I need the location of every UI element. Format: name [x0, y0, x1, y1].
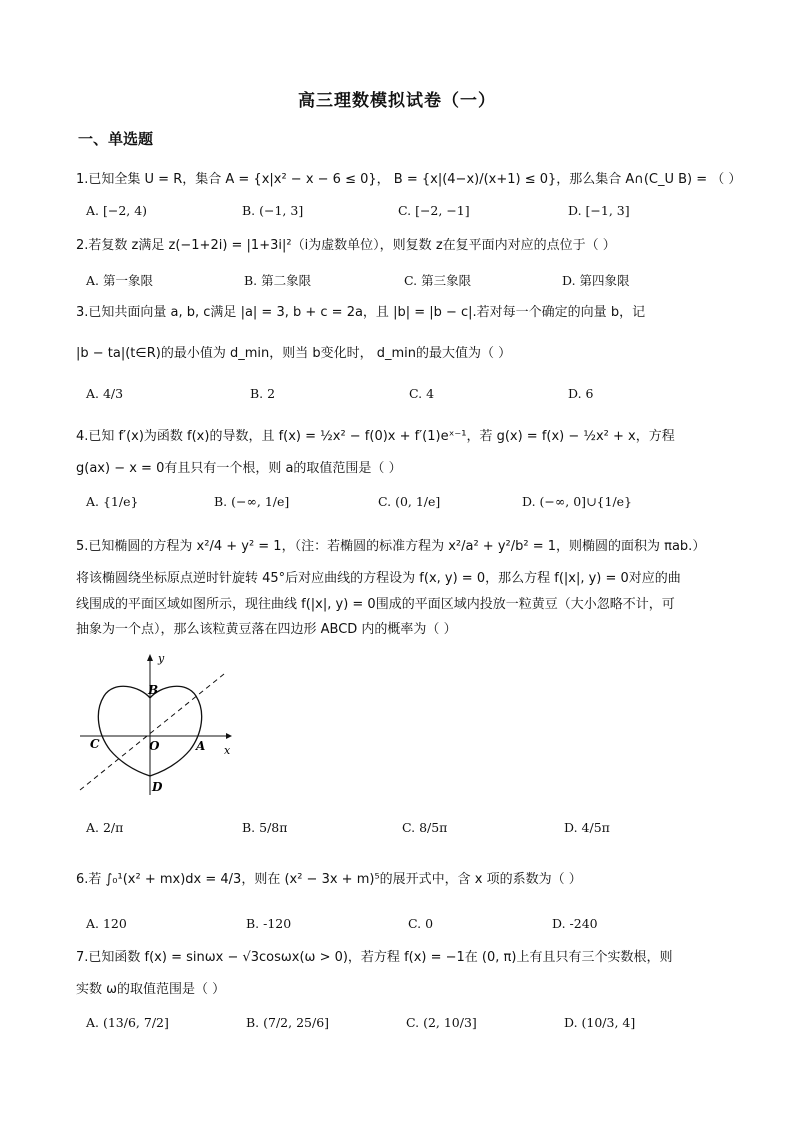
- question-3-line-2: |b − ta|(t∈R)的最小值为 d_min，则当 b变化时， d_min的最大值为（ ）: [76, 346, 512, 361]
- q3-option-a[interactable]: A. 4/3: [86, 386, 124, 401]
- question-5-line-4: 抽象为一个点），那么该粒黄豆落在四边形 ABCD 内的概率为（ ）: [76, 622, 457, 637]
- question-1-line-1: 1.已知全集 U = R，集合 A = {x|x² − x − 6 ≤ 0}， B = {x|(4−x)/(x+1) ≤ 0}，那么集合 A∩(C_U B) = （ ）: [76, 172, 742, 187]
- q7-option-a[interactable]: A. (13/6, 7/2]: [86, 1015, 169, 1030]
- q6-option-a[interactable]: A. 120: [86, 916, 127, 931]
- q3-option-d[interactable]: D. 6: [568, 386, 594, 401]
- q1-option-c[interactable]: C. [−2, −1]: [398, 203, 470, 218]
- q2-option-a[interactable]: A. 第一象限: [86, 273, 153, 288]
- q2-option-d[interactable]: D. 第四象限: [562, 273, 630, 288]
- question-6-line-1: 6.若 ∫₀¹(x² + mx)dx = 4/3，则在 (x² − 3x + m)⁵的展开式中，含 x 项的系数为（ ）: [76, 872, 582, 887]
- question-7-line-1: 7.已知函数 f(x) = sinωx − √3cosωx(ω > 0)，若方程 f(x) = −1在 (0, π)上有且只有三个实数根，则: [76, 950, 673, 965]
- label-b: B: [148, 683, 159, 697]
- q1-option-d[interactable]: D. [−1, 3]: [568, 203, 630, 218]
- label-a: A: [196, 739, 206, 753]
- question-4-line-1: 4.已知 f′(x)为函数 f(x)的导数，且 f(x) = ½x² − f(0)x + f′(1)eˣ⁻¹，若 g(x) = f(x) − ½x² + x，方程: [76, 429, 675, 444]
- q5-option-d[interactable]: D. 4/5π: [564, 820, 610, 835]
- q7-option-b[interactable]: B. (7/2, 25/6]: [246, 1015, 330, 1030]
- question-2-line-1: 2.若复数 z满足 z(−1+2i) = |1+3i|²（i为虚数单位），则复数 z在复平面内对应的点位于（ ）: [76, 238, 616, 253]
- q3-option-c[interactable]: C. 4: [409, 386, 435, 401]
- question-5-line-2: 将该椭圆绕坐标原点逆时针旋转 45°后对应曲线的方程设为 f(x, y) = 0，那么方程 f(|x|, y) = 0对应的曲: [76, 571, 681, 586]
- q4-option-c[interactable]: C. (0, 1/e]: [378, 494, 441, 509]
- exam-title: 高三理数模拟试卷（一）: [298, 91, 496, 111]
- label-d: D: [152, 780, 163, 794]
- q4-option-b[interactable]: B. (−∞, 1/e]: [214, 494, 290, 509]
- section-heading: 一、单选题: [78, 130, 154, 148]
- question-4-line-2: g(ax) − x = 0有且只有一个根，则 a的取值范围是（ ）: [76, 461, 402, 476]
- label-x: x: [224, 744, 231, 757]
- q3-option-b[interactable]: B. 2: [250, 386, 276, 401]
- q2-option-c[interactable]: C. 第三象限: [404, 273, 472, 288]
- q5-option-b[interactable]: B. 5/8π: [242, 820, 288, 835]
- q6-option-d[interactable]: D. -240: [552, 916, 598, 931]
- q5-option-c[interactable]: C. 8/5π: [402, 820, 448, 835]
- q1-option-b[interactable]: B. (−1, 3]: [242, 203, 304, 218]
- label-o: O: [149, 739, 160, 753]
- label-y: y: [158, 652, 165, 665]
- q2-option-b[interactable]: B. 第二象限: [244, 273, 312, 288]
- question-7-line-2: 实数 ω的取值范围是（ ）: [76, 982, 226, 997]
- y-axis-arrow-icon: [147, 654, 153, 661]
- q6-option-b[interactable]: B. -120: [246, 916, 292, 931]
- q4-option-a[interactable]: A. {1/e}: [86, 494, 139, 509]
- q4-option-d[interactable]: D. (−∞, 0]∪{1/e}: [522, 494, 633, 509]
- q6-option-c[interactable]: C. 0: [408, 916, 434, 931]
- question-5-line-1: 5.已知椭圆的方程为 x²/4 + y² = 1，（注：若椭圆的标准方程为 x²/a² + y²/b² = 1，则椭圆的面积为 πab.）: [76, 539, 706, 554]
- q5-option-a[interactable]: A. 2/π: [86, 820, 124, 835]
- q7-option-d[interactable]: D. (10/3, 4]: [564, 1015, 636, 1030]
- label-c: C: [90, 737, 100, 751]
- question-5-line-3: 线围成的平面区域如图所示，现往曲线 f(|x|, y) = 0围成的平面区域内投放一粒黄豆（大小忽略不计，可: [76, 597, 675, 612]
- q1-option-a[interactable]: A. [−2, 4): [86, 203, 148, 218]
- x-axis-arrow-icon: [226, 733, 232, 739]
- question-3-line-1: 3.已知共面向量 a, b, c满足 |a| = 3, b + c = 2a，且 |b| = |b − c|.若对每一个确定的向量 b，记: [76, 305, 646, 320]
- heart-region-figure: [74, 650, 244, 800]
- q7-option-c[interactable]: C. (2, 10/3]: [406, 1015, 477, 1030]
